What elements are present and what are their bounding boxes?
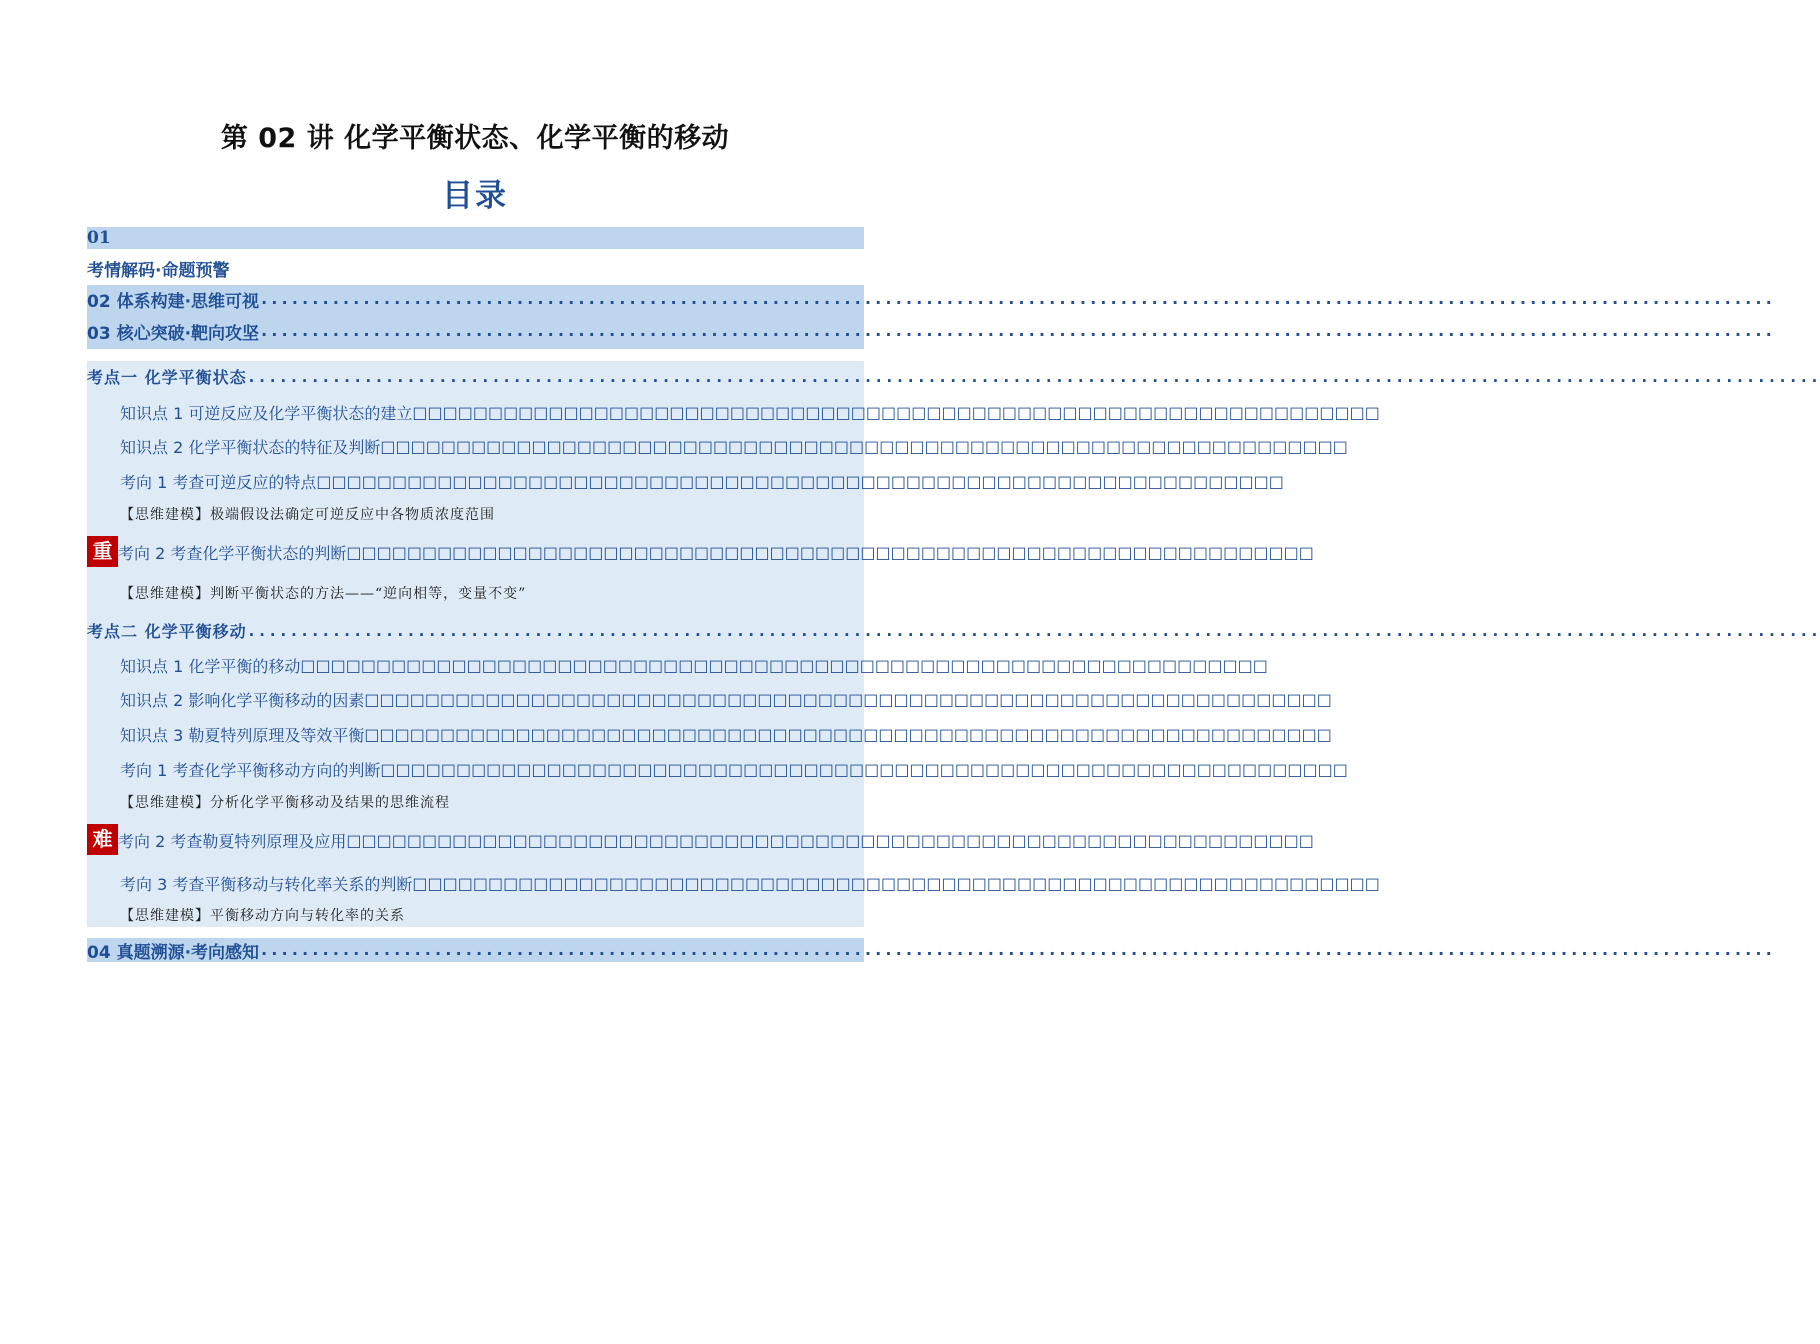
toc-item-label: 考向 1 考查可逆反应的特点	[120, 472, 317, 492]
toc-kaodian-2[interactable]	[87, 617, 1820, 643]
box-leader: □□□□□□□□□□□□□□□□□□□□□□□□□□□□□□□□□□□□□□□□□□□□□□□□□□□□□□□□□□□□□□□□	[380, 759, 1348, 779]
toc-item[interactable]	[87, 721, 1332, 747]
toc-item[interactable]	[87, 686, 1332, 712]
toc-kaodian-2-label: 考点二 化学平衡移动	[87, 621, 247, 641]
toc-item-label: 知识点 1 可逆反应及化学平衡状态的建立	[120, 403, 413, 423]
toc-item-label: 考向 3 考查平衡移动与转化率关系的判断	[120, 874, 413, 894]
difficult-badge: 难	[87, 824, 118, 855]
toc-item[interactable]	[87, 870, 1380, 896]
dot-leader: ....................................................................................................................................................	[259, 321, 1774, 341]
toc-section-01-label[interactable]: 考情解码·命题预警	[87, 261, 230, 281]
toc-item[interactable]	[87, 826, 1314, 854]
box-leader: □□□□□□□□□□□□□□□□□□□□□□□□□□□□□□□□□□□□□□□□□□□□□□□□□□□□□□□□□□□□□□□□	[300, 655, 1268, 675]
toc-section-04-label: 04 真题溯源·考向感知	[87, 942, 260, 963]
box-leader: □□□□□□□□□□□□□□□□□□□□□□□□□□□□□□□□□□□□□□□□□□□□□□□□□□□□□□□□□□□□□□□□	[380, 436, 1348, 456]
toc-section-02-label: 02 体系构建·思维可视	[87, 291, 260, 312]
toc-kaodian-1-label: 考点一 化学平衡状态	[87, 367, 247, 387]
toc-section-04[interactable]	[87, 938, 1774, 963]
toc-item-label: 考向 2 考查勒夏特列原理及应用	[118, 831, 347, 851]
box-leader: □□□□□□□□□□□□□□□□□□□□□□□□□□□□□□□□□□□□□□□□□□□□□□□□□□□□□□□□□□□□□□□□	[346, 830, 1314, 850]
toc-item[interactable]	[87, 399, 1380, 425]
thinking-model-note: 【思维建模】极端假设法确定可逆反应中各物质浓度范围	[120, 507, 495, 523]
toc-item-label: 考向 2 考查化学平衡状态的判断	[118, 543, 347, 563]
toc-item-label: 知识点 1 化学平衡的移动	[120, 656, 301, 676]
thinking-model-note: 【思维建模】分析化学平衡移动及结果的思维流程	[120, 795, 450, 811]
toc-section-03-label: 03 核心突破·靶向攻坚	[87, 323, 260, 344]
box-leader: □□□□□□□□□□□□□□□□□□□□□□□□□□□□□□□□□□□□□□□□□□□□□□□□□□□□□□□□□□□□□□□□	[346, 542, 1314, 562]
important-badge: 重	[87, 536, 118, 567]
box-leader: □□□□□□□□□□□□□□□□□□□□□□□□□□□□□□□□□□□□□□□□□□□□□□□□□□□□□□□□□□□□□□□□	[412, 873, 1380, 893]
toc-item-label: 知识点 3 勒夏特列原理及等效平衡	[120, 725, 365, 745]
toc-item[interactable]	[87, 468, 1284, 494]
dot-leader: ....................................................................................................................................................	[259, 289, 1774, 309]
box-leader: □□□□□□□□□□□□□□□□□□□□□□□□□□□□□□□□□□□□□□□□□□□□□□□□□□□□□□□□□□□□□□□□	[364, 724, 1332, 744]
toc-section-01-number[interactable]: 01	[87, 227, 864, 249]
box-leader: □□□□□□□□□□□□□□□□□□□□□□□□□□□□□□□□□□□□□□□□□□□□□□□□□□□□□□□□□□□□□□□□	[364, 689, 1332, 709]
toc-heading: 目录	[442, 178, 508, 214]
dot-leader: ....................................................................................................................................................	[246, 620, 1820, 640]
dot-leader: ....................................................................................................................................................	[246, 366, 1820, 386]
toc-item[interactable]	[87, 538, 1314, 566]
box-leader: □□□□□□□□□□□□□□□□□□□□□□□□□□□□□□□□□□□□□□□□□□□□□□□□□□□□□□□□□□□□□□□□	[316, 471, 1284, 491]
thinking-model-note: 【思维建模】平衡移动方向与转化率的关系	[120, 908, 405, 924]
toc-section-03[interactable]	[87, 313, 1774, 349]
toc-item[interactable]	[87, 652, 1268, 678]
page-title: 第 02 讲 化学平衡状态、化学平衡的移动	[220, 123, 730, 154]
toc-item-label: 知识点 2 化学平衡状态的特征及判断	[120, 437, 381, 457]
toc-item-label: 考向 1 考查化学平衡移动方向的判断	[120, 760, 381, 780]
box-leader: □□□□□□□□□□□□□□□□□□□□□□□□□□□□□□□□□□□□□□□□□□□□□□□□□□□□□□□□□□□□□□□□	[412, 402, 1380, 422]
thinking-model-note: 【思维建模】判断平衡状态的方法——“逆向相等，变量不变”	[120, 586, 527, 602]
toc-kaodian-1[interactable]	[87, 363, 1820, 389]
toc-section-02[interactable]	[87, 285, 1774, 313]
toc-item[interactable]	[87, 756, 1348, 782]
dot-leader: ....................................................................................................................................................	[259, 940, 1774, 960]
toc-item-label: 知识点 2 影响化学平衡移动的因素	[120, 690, 365, 710]
toc-item[interactable]	[87, 433, 1348, 459]
